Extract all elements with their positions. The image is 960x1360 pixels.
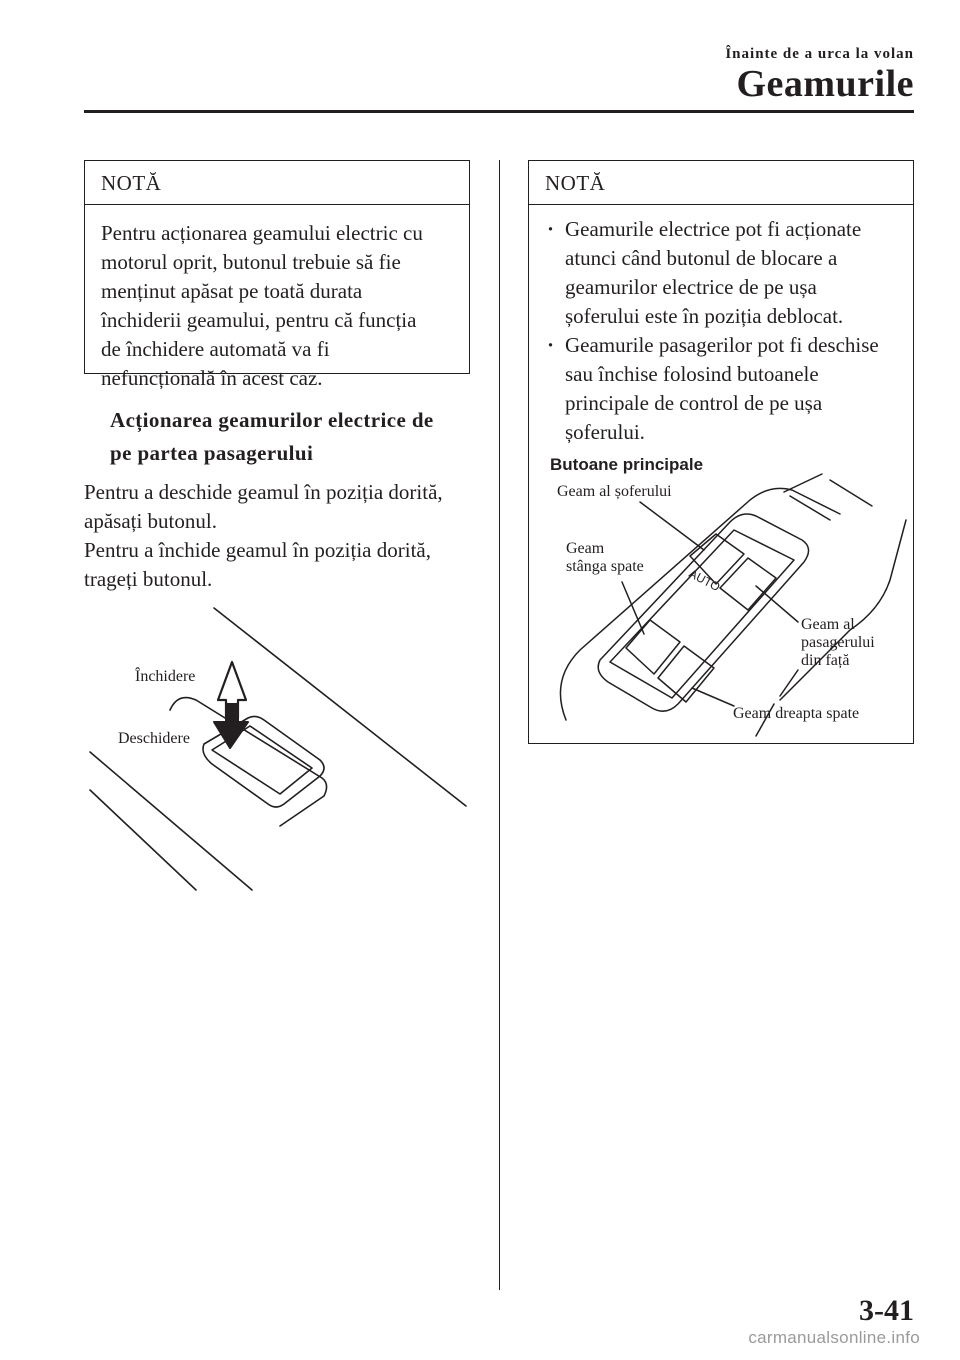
note-line: nefuncțională în acest caz. bbox=[101, 366, 323, 390]
label-line: din față bbox=[801, 652, 850, 669]
paragraph-line: trageți butonul. bbox=[84, 567, 213, 591]
rear-left-window-button bbox=[626, 620, 680, 674]
label-rear-left-window bbox=[566, 540, 644, 576]
label-driver-window: Geam al șoferului bbox=[557, 483, 672, 500]
section-heading-line: Acționarea geamurilor electrice de bbox=[110, 408, 434, 432]
note-bullet bbox=[545, 331, 897, 447]
note-line: șoferului. bbox=[565, 420, 645, 444]
note-body bbox=[529, 205, 913, 447]
note-line: · Geamurile electrice pot fi acționate bbox=[565, 217, 862, 241]
note-line: menținut apăsat pe toată durata bbox=[101, 279, 363, 303]
note-line: șoferului este în poziția deblocat. bbox=[565, 304, 844, 328]
label-line: pasagerului bbox=[801, 634, 875, 651]
note-line: de închidere automată va fi bbox=[101, 337, 330, 361]
page-title: Geamurile bbox=[736, 63, 914, 105]
label-open: Deschidere bbox=[118, 730, 190, 747]
page-number: 3-41 bbox=[859, 1294, 914, 1327]
leader-line bbox=[640, 502, 704, 550]
note-line: geamurilor electrice de pe ușa bbox=[565, 275, 817, 299]
note-line: motorul oprit, butonul trebuie să fie bbox=[101, 250, 401, 274]
label-line: Geam al bbox=[801, 616, 855, 633]
label-rear-right-window: Geam dreapta spate bbox=[733, 705, 860, 722]
note-line: · Geamurile pasagerilor pot fi deschise bbox=[565, 333, 879, 357]
column-divider bbox=[499, 160, 500, 1290]
header-rule bbox=[84, 110, 914, 113]
door-trim-line bbox=[90, 790, 196, 890]
leader-line bbox=[692, 688, 734, 706]
main-switches-illustration bbox=[530, 470, 912, 740]
leader-line bbox=[780, 670, 798, 696]
paragraph-open bbox=[84, 478, 484, 536]
label-front-passenger-window bbox=[801, 616, 875, 670]
door-panel-contour bbox=[784, 474, 822, 492]
note-line: Pentru acționarea geamului electric cu bbox=[101, 221, 423, 245]
paragraph-line: Pentru a deschide geamul în poziția dorită, bbox=[84, 480, 443, 504]
paragraph-close bbox=[84, 536, 484, 594]
door-panel-contour bbox=[780, 520, 906, 700]
note-line: sau închise folosind butoanele bbox=[565, 362, 819, 386]
note-line: principale de control de pe ușa bbox=[565, 391, 823, 415]
watermark: carmanualsonline.info bbox=[748, 1328, 920, 1347]
paragraph-line: Pentru a închide geamul în poziția dorită, bbox=[84, 538, 431, 562]
note-line: închiderii geamului, pentru că funcția bbox=[101, 308, 417, 332]
label-line: stânga spate bbox=[566, 558, 644, 575]
door-panel-contour bbox=[830, 480, 872, 506]
section-heading bbox=[110, 404, 470, 470]
note-heading: NOTĂ bbox=[85, 161, 469, 205]
header-section-title: Înainte de a urca la volan bbox=[725, 46, 914, 62]
passenger-switch-illustration bbox=[84, 600, 484, 900]
note-bullet bbox=[545, 215, 897, 331]
door-trim-line bbox=[90, 752, 252, 890]
label-line: Geam bbox=[566, 540, 605, 557]
note-box-left bbox=[84, 160, 470, 390]
paragraph-line: apăsați butonul. bbox=[84, 509, 217, 533]
note-body bbox=[85, 205, 469, 393]
section-heading-line: pe partea pasagerului bbox=[110, 441, 314, 465]
auto-label: AUTO bbox=[686, 566, 723, 595]
figure-title: Butoane principale bbox=[550, 455, 704, 474]
note-heading: NOTĂ bbox=[529, 161, 913, 205]
note-line: atunci când butonul de blocare a bbox=[565, 246, 838, 270]
label-close: Închidere bbox=[135, 668, 196, 685]
leader-line bbox=[622, 582, 644, 634]
